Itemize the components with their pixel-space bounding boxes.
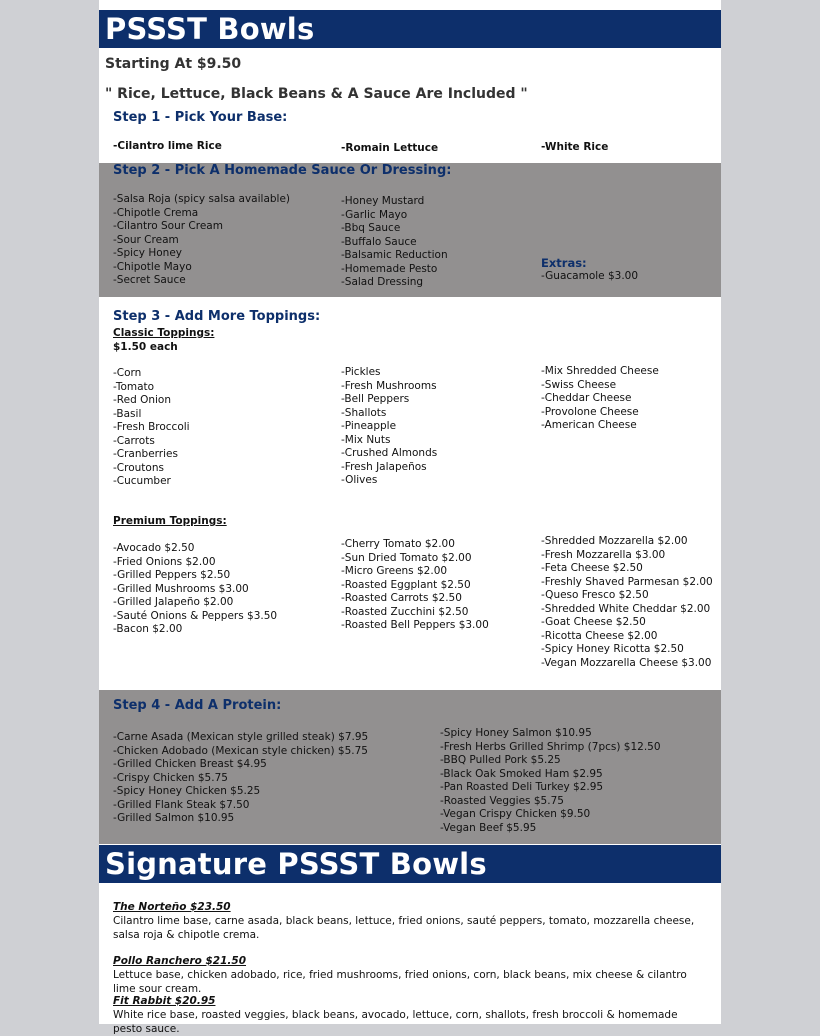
list-item: -Black Oak Smoked Ham $2.95	[440, 767, 603, 780]
list-item: -Vegan Beef $5.95	[440, 821, 537, 834]
list-item: -Honey Mustard	[341, 195, 425, 207]
classic-list-2	[341, 366, 437, 488]
list-item: -Cheddar Cheese	[541, 392, 632, 404]
list-item: -Olives	[341, 474, 378, 486]
list-item: -Bbq Sauce	[341, 222, 401, 234]
list-item: -Cilantro Sour Cream	[113, 220, 223, 232]
list-item: -Grilled Salmon $10.95	[113, 812, 235, 824]
list-item: -Carrots	[113, 434, 155, 447]
list-item: -Goat Cheese $2.50	[541, 616, 646, 628]
list-item: -Roasted Eggplant $2.50	[341, 578, 471, 591]
list-item: -Grilled Flank Steak $7.50	[113, 798, 250, 811]
signature-item	[113, 900, 703, 942]
signature-item-desc: White rice base, roasted veggies, black beans, avocado, lettuce, corn, shallots, fresh broccoli & homemade pesto sauce.	[113, 1009, 678, 1035]
bowls-banner: PSSST Bowls	[99, 10, 721, 48]
list-item: -Spicy Honey Chicken $5.25	[113, 785, 261, 797]
list-item: -Fresh Jalapeños	[341, 460, 427, 473]
list-item: -Spicy Honey Ricotta $2.50	[541, 643, 684, 655]
base-option: -Cilantro lime Rice	[113, 140, 222, 152]
list-item: -Salad Dressing	[341, 276, 424, 288]
signature-item-desc: Cilantro lime base, carne asada, black beans, lettuce, fried onions, sauté peppers, tomato, mozzarella cheese, salsa roja & chipotle crema.	[113, 915, 695, 941]
list-item: -Pan Roasted Deli Turkey $2.95	[440, 781, 604, 793]
list-item: -Chicken Adobado (Mexican style chicken) $5.75	[113, 744, 368, 757]
classic-list-3	[541, 365, 659, 433]
list-item: -Spicy Honey Salmon $10.95	[440, 727, 592, 739]
list-item: -Sun Dried Tomato $2.00	[341, 551, 472, 564]
list-item: -Corn	[113, 367, 142, 379]
list-item: -Pineapple	[341, 420, 397, 432]
list-item: -Roasted Zucchini $2.50	[341, 605, 469, 618]
list-item: -American Cheese	[541, 419, 637, 431]
list-item: -Bacon $2.00	[113, 623, 183, 635]
step4-heading: Step 4 - Add A Protein:	[113, 698, 282, 713]
sauce-list-1	[113, 193, 290, 288]
list-item: -Red Onion	[113, 394, 171, 406]
list-item: -Roasted Bell Peppers $3.00	[341, 619, 489, 631]
list-item: -Grilled Jalapeño $2.00	[113, 596, 234, 608]
list-item: -Shredded White Cheddar $2.00	[541, 602, 711, 615]
base-option: -Romain Lettuce	[341, 142, 439, 154]
list-item: -Micro Greens $2.00	[341, 565, 448, 577]
list-item: -Fresh Mozzarella $3.00	[541, 548, 666, 561]
menu-page	[99, 0, 721, 1035]
list-item: -Sour Cream	[113, 233, 179, 246]
list-item: -Tomato	[113, 380, 155, 393]
classic-list-1	[113, 367, 190, 489]
list-item: -Grilled Chicken Breast $4.95	[113, 758, 267, 770]
included-note: " Rice, Lettuce, Black Beans & A Sauce Are Included "	[105, 86, 528, 102]
sauce-list-2	[341, 195, 448, 290]
list-item: -Garlic Mayo	[341, 208, 408, 221]
list-item: -Bell Peppers	[341, 393, 410, 405]
signature-item-desc: Lettuce base, chicken adobado, rice, fried mushrooms, fried onions, corn, black beans, mix cheese & cilantro lime sour cream.	[113, 969, 687, 995]
list-item: -Secret Sauce	[113, 274, 186, 286]
list-item: -Feta Cheese $2.50	[541, 562, 643, 574]
list-item: -Carne Asada (Mexican style grilled steak) $7.95	[113, 731, 369, 743]
signature-item	[113, 954, 703, 996]
list-item: -Homemade Pesto	[341, 262, 438, 275]
protein-list-2	[440, 727, 661, 835]
list-item: -Croutons	[113, 461, 164, 474]
list-item: -Guacamole $3.00	[541, 270, 639, 282]
list-item: -Freshly Shaved Parmesan $2.00	[541, 575, 713, 588]
step2-section	[99, 163, 721, 297]
list-item: -Salsa Roja (spicy salsa available)	[113, 193, 291, 205]
list-item: -Roasted Carrots $2.50	[341, 592, 462, 604]
list-item: -Sauté Onions & Peppers $3.50	[113, 609, 278, 622]
step2-heading: Step 2 - Pick A Homemade Sauce Or Dressing:	[113, 163, 452, 178]
list-item: -Crispy Chicken $5.75	[113, 771, 228, 784]
list-item: -Shredded Mozzarella $2.00	[541, 535, 688, 547]
list-item: -Ricotta Cheese $2.00	[541, 629, 658, 642]
list-item: -Grilled Peppers $2.50	[113, 569, 231, 581]
signature-banner: Signature PSSST Bowls	[99, 845, 721, 883]
list-item: -Mix Shredded Cheese	[541, 365, 659, 377]
list-item: -BBQ Pulled Pork $5.25	[440, 754, 561, 766]
step1-heading: Step 1 - Pick Your Base:	[113, 110, 288, 125]
list-item: -Fresh Broccoli	[113, 421, 190, 433]
list-item: -Cherry Tomato $2.00	[341, 538, 455, 550]
classic-toppings-price: $1.50 each	[113, 341, 178, 353]
classic-toppings-label: Classic Toppings:	[113, 327, 215, 339]
base-option: -White Rice	[541, 141, 609, 153]
list-item: -Basil	[113, 407, 142, 420]
premium-list-2	[341, 538, 489, 633]
list-item: -Provolone Cheese	[541, 405, 639, 418]
list-item: -Mix Nuts	[341, 433, 391, 446]
list-item: -Cucumber	[113, 475, 171, 487]
list-item: -Cranberries	[113, 448, 178, 460]
premium-list-1	[113, 542, 277, 637]
list-item: -Avocado $2.50	[113, 542, 195, 554]
signature-item-name: Pollo Ranchero $21.50	[113, 955, 247, 967]
list-item: -Fresh Herbs Grilled Shrimp (7pcs) $12.50	[440, 740, 661, 753]
list-item: -Queso Fresco $2.50	[541, 589, 649, 601]
list-item: -Chipotle Mayo	[113, 260, 192, 273]
list-item: -Balsamic Reduction	[341, 249, 448, 261]
list-item: -Pickles	[341, 366, 381, 378]
step3-heading: Step 3 - Add More Toppings:	[113, 309, 321, 324]
list-item: -Fresh Mushrooms	[341, 379, 437, 392]
starting-price: Starting At $9.50	[105, 56, 242, 72]
signature-item-name: Fit Rabbit $20.95	[113, 995, 216, 1007]
list-item: -Shallots	[341, 406, 387, 419]
signature-item-name: The Norteño $23.50	[113, 901, 231, 913]
premium-list-3	[541, 535, 713, 670]
protein-list-1	[113, 731, 368, 826]
list-item: -Fried Onions $2.00	[113, 555, 216, 568]
signature-item	[113, 994, 703, 1036]
list-item: -Spicy Honey	[113, 247, 183, 259]
list-item: -Chipotle Crema	[113, 206, 199, 219]
extras-heading: Extras:	[541, 256, 587, 270]
list-item: -Vegan Mozzarella Cheese $3.00	[541, 656, 712, 669]
premium-toppings-label: Premium Toppings:	[113, 515, 227, 527]
list-item: -Vegan Crispy Chicken $9.50	[440, 808, 591, 820]
step4-section	[99, 690, 721, 844]
list-item: -Buffalo Sauce	[341, 235, 417, 248]
list-item: -Roasted Veggies $5.75	[440, 794, 564, 807]
list-item: -Swiss Cheese	[541, 378, 617, 391]
list-item: -Crushed Almonds	[341, 447, 438, 459]
extras-list	[541, 270, 638, 284]
list-item: -Grilled Mushrooms $3.00	[113, 582, 249, 595]
